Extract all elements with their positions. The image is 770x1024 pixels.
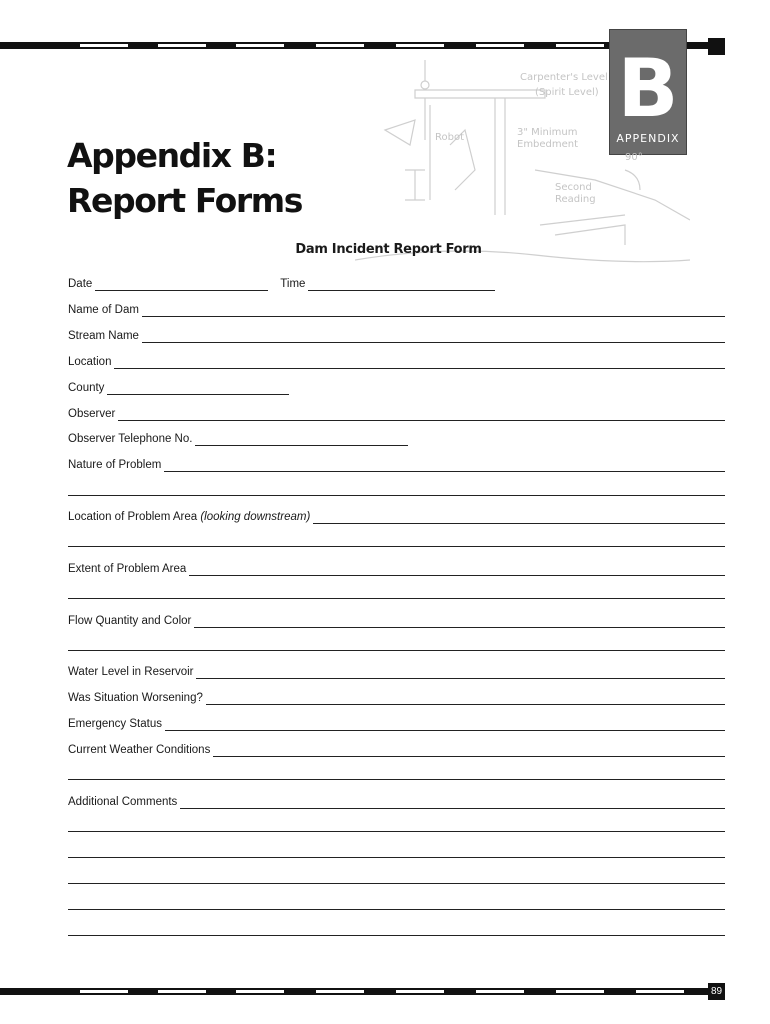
extent-label: Extent of Problem Area	[68, 563, 187, 575]
observer-field[interactable]	[118, 408, 725, 421]
name-of-dam-row	[68, 301, 725, 317]
flow-field[interactable]	[194, 615, 725, 628]
water-level-row	[68, 663, 725, 679]
location-of-problem-extra-line[interactable]	[68, 546, 725, 547]
stream-name-label: Stream Name	[68, 330, 139, 342]
sketch-label-embedment: Embedment	[517, 139, 579, 150]
appendix-label: APPENDIX	[616, 132, 680, 145]
location-of-problem-label: Location of Problem Area (looking downstream)	[68, 511, 311, 523]
emergency-field[interactable]	[165, 718, 725, 731]
location-of-problem-row	[68, 508, 725, 524]
name-of-dam-label: Name of Dam	[68, 304, 139, 316]
county-row	[68, 379, 289, 395]
sketch-label-minimum: 3" Minimum	[517, 127, 578, 138]
stream-name-row	[68, 327, 725, 343]
water-level-label: Water Level in Reservoir	[68, 666, 194, 678]
extent-row	[68, 560, 725, 576]
form-title: Dam Incident Report Form	[295, 242, 482, 257]
top-rule	[0, 42, 715, 49]
extent-extra-line[interactable]	[68, 598, 725, 599]
worsening-row	[68, 689, 725, 705]
observer-row	[68, 405, 725, 421]
flow-label: Flow Quantity and Color	[68, 615, 192, 627]
location-field[interactable]	[114, 356, 725, 369]
sketch-label-angle: 90°	[625, 152, 643, 163]
title-line-2: Report Forms	[67, 181, 303, 220]
location-row	[68, 353, 725, 369]
sketch-label-robot: Robot	[435, 132, 465, 143]
date-label: Date	[68, 278, 93, 290]
page-number: 89	[708, 983, 725, 1000]
title-line-1: Appendix B:	[67, 136, 277, 175]
flow-extra-line[interactable]	[68, 650, 725, 651]
worsening-label: Was Situation Worsening?	[68, 692, 203, 704]
sketch-label-spirit: (Spirit Level)	[535, 87, 599, 98]
observer-label: Observer	[68, 408, 116, 420]
comments-label: Additional Comments	[68, 796, 178, 808]
emergency-row	[68, 715, 725, 731]
weather-row	[68, 741, 725, 757]
nature-of-problem-extra-line[interactable]	[68, 495, 725, 496]
comments-extra-line-5[interactable]	[68, 935, 725, 936]
extent-field[interactable]	[189, 563, 725, 576]
location-of-problem-field[interactable]	[313, 511, 725, 524]
comments-extra-line-2[interactable]	[68, 857, 725, 858]
flow-row	[68, 612, 725, 628]
comments-row	[68, 793, 725, 809]
emergency-label: Emergency Status	[68, 718, 162, 730]
stream-name-field[interactable]	[142, 330, 725, 343]
observer-phone-field[interactable]	[195, 433, 408, 446]
nature-of-problem-label: Nature of Problem	[68, 459, 162, 471]
sketch-label-level: Carpenter's Level	[520, 72, 608, 83]
location-label: Location	[68, 356, 112, 368]
date-field[interactable]	[95, 278, 268, 291]
worsening-field[interactable]	[206, 692, 725, 705]
county-field[interactable]	[107, 382, 289, 395]
top-rule-end-block	[708, 38, 725, 55]
county-label: County	[68, 382, 105, 394]
observer-phone-label: Observer Telephone No.	[68, 433, 193, 445]
nature-of-problem-field[interactable]	[164, 459, 725, 472]
looking-downstream-note: (looking downstream)	[200, 511, 311, 523]
weather-field[interactable]	[213, 744, 725, 757]
sketch-label-second: Second	[555, 182, 592, 193]
weather-extra-line[interactable]	[68, 779, 725, 780]
sketch-label-reading: Reading	[555, 194, 596, 205]
time-label: Time	[280, 278, 306, 290]
date-time-row	[68, 275, 495, 291]
comments-field[interactable]	[180, 796, 725, 809]
comments-extra-line-1[interactable]	[68, 831, 725, 832]
water-level-field[interactable]	[196, 666, 725, 679]
name-of-dam-field[interactable]	[142, 304, 725, 317]
page-title	[67, 133, 302, 223]
comments-extra-line-3[interactable]	[68, 883, 725, 884]
observer-phone-row	[68, 430, 408, 446]
appendix-letter: B	[617, 42, 679, 135]
bottom-rule	[0, 988, 710, 995]
nature-of-problem-row	[68, 456, 725, 472]
weather-label: Current Weather Conditions	[68, 744, 211, 756]
comments-extra-line-4[interactable]	[68, 909, 725, 910]
time-field[interactable]	[308, 278, 495, 291]
